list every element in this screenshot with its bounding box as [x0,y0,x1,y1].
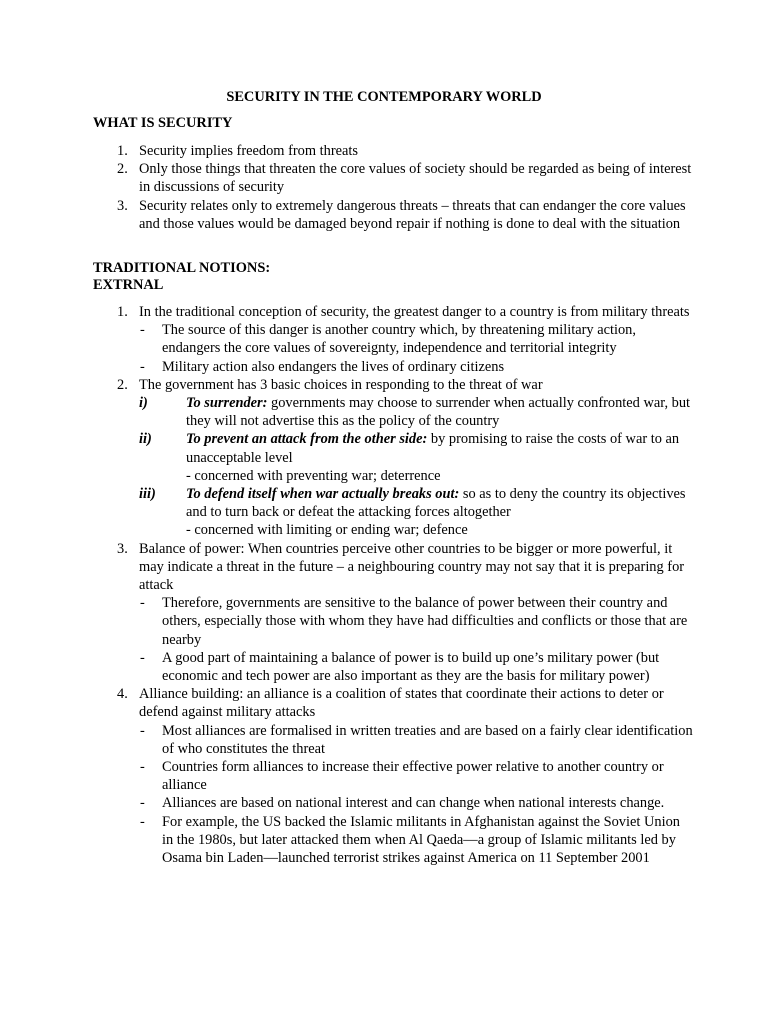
list-marker: 1. [117,143,128,159]
list-item-text: The government has 3 basic choices in responding to the threat of war [139,376,543,393]
list-marker: 1. [117,304,128,320]
choice-title: To prevent an attack from the other side: [186,431,428,448]
list-item-balance-of-power [93,540,693,595]
list-item-text: Security implies freedom from threats [139,143,358,159]
sub-item-text: Therefore, governments are sensitive to the balance of power between their country and others, especially those with whom they have had difficulties and conflicts or those that are nearby [162,595,688,648]
choice-title: To surrender: [186,395,268,412]
roman-marker: iii) [139,486,156,503]
dash-marker: - [140,795,145,812]
sub-list-item [93,722,693,758]
choice-text: so as to deny the country its objectives and to turn back or defeat the attacking forces altogether [186,486,686,521]
dash-marker: - [140,322,145,339]
dash-marker: - [140,595,145,612]
sub-list-item [93,594,693,649]
list-item-text: Alliance building: an alliance is a coalition of states that coordinate their actions to deter or defend against military attacks [139,686,664,721]
list-item-military-threats [93,303,693,321]
choice-note: - concerned with preventing war; deterrence [186,467,441,484]
sub-item-text: The source of this danger is another country which, by threatening military action, endangers the core values of sovereignty, independence and territorial integrity [162,322,636,357]
dash-marker: - [140,813,145,830]
dash-marker: - [140,722,145,739]
page-title: SECURITY IN THE CONTEMPORARY WORLD [226,89,542,105]
list-marker: 2. [117,376,128,393]
sub-item-text: Military action also endangers the lives of ordinary citizens [162,358,505,375]
list-item-text: Balance of power: When countries perceive other countries to be bigger or more powerful, it may indicate a threat in the future – a neighbouring country may not say that it is preparing for attack [139,540,685,594]
traditional-notions-list [93,303,693,867]
list-marker: 4. [117,686,128,703]
list-item-basic-choices [93,376,693,394]
roman-marker: ii) [139,431,152,448]
sub-item-text: Countries form alliances to increase their effective power relative to another country or alliance [162,759,664,794]
sub-item-text: Most alliances are formalised in written treaties and are based on a fairly clear identification of who constitutes the threat [162,722,693,757]
choice-item-prevent-attack [93,430,693,485]
list-item [93,160,693,196]
security-definition-list [93,142,693,233]
list-item-text: Only those things that threaten the core values of society should be regarded as being of interest in discussions of security [139,161,692,196]
list-marker: 3. [117,197,128,214]
sub-item-text: A good part of maintaining a balance of power is to build up one’s military power (but economic and tech power are also important as they are the basis for military power) [162,649,660,685]
choice-note: - concerned with limiting or ending war; defence [186,522,468,539]
list-item-text: Security relates only to extremely dangerous threats – threats that can endanger the core values and those values would be damaged beyond repair if nothing is done to deal with the situation [139,197,686,232]
list-item [93,197,693,233]
sub-list-item [93,813,693,868]
roman-marker: i) [139,395,148,412]
choice-item-defend [93,485,693,540]
sub-list-item [93,758,693,794]
choice-text: governments may choose to surrender when actually confronted war, but they will not advertise this as the policy of the country [186,395,691,430]
sub-item-text: Alliances are based on national interest and can change when national interests change. [162,795,665,812]
section-subheading-external: EXTRNAL [93,277,164,293]
sub-list-item [93,649,693,685]
section-heading-traditional-notions: TRADITIONAL NOTIONS: [93,260,271,276]
choice-title: To defend itself when war actually breaks out: [186,486,460,503]
list-marker: 2. [117,161,128,178]
dash-marker: - [140,759,145,776]
dash-marker: - [140,358,145,375]
sub-list-item [93,794,693,812]
sub-list-item [93,321,693,357]
choice-item-surrender [93,394,693,430]
list-item-text: In the traditional conception of security, the greatest danger to a country is from military threats [139,304,690,320]
list-item [93,142,693,160]
sub-item-text: For example, the US backed the Islamic militants in Afghanistan against the Soviet Union in the 1980s, but later attacked them when Al Qaeda—a group of Islamic militants led by Osama bin Laden—launched terrorist strikes against America on 11 September 2001 [162,813,680,867]
list-item-alliance-building [93,685,693,721]
dash-marker: - [140,649,145,666]
sub-list-item [93,358,693,376]
list-marker: 3. [117,540,128,557]
section-heading-what-is-security: WHAT IS SECURITY [93,115,233,131]
choice-text: by promising to raise the costs of war to an unacceptable level [186,431,680,466]
